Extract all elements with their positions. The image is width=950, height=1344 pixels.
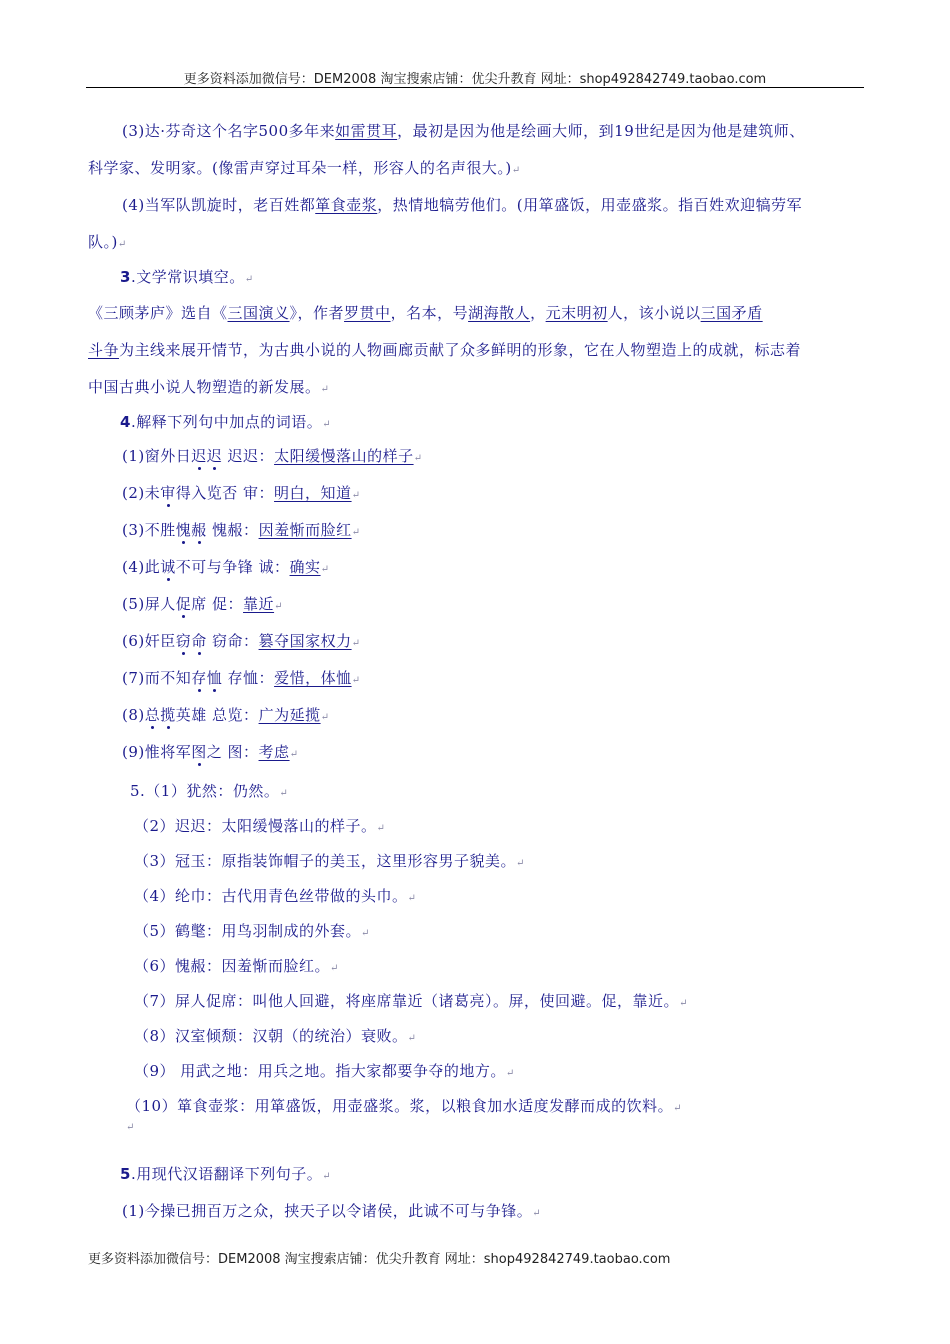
answer-underlined: 考虑: [258, 743, 290, 761]
text-segment: （8）汉室倾颓：汉朝（的统治）衰败。: [134, 1027, 408, 1045]
text-segment: 《三顾茅庐》选自《: [88, 304, 228, 322]
answer-underlined: 斗争: [88, 341, 120, 359]
answer-underlined: 太阳缓慢落山的样子: [274, 447, 414, 465]
answer-underlined: 爱惜，体恤: [274, 669, 352, 687]
translate-item-1: [122, 1200, 541, 1221]
text-segment: （10）箪食壶浆：用箪盛饭，用壶盛浆。浆，以粮食加水适度发酵而成的饮料。: [126, 1097, 674, 1115]
dotted-char: 图: [191, 743, 207, 761]
idiom-line-3-cont: [88, 157, 521, 178]
answer-underlined: 明白，知道: [274, 484, 352, 502]
answer-line: [134, 885, 416, 906]
page-header: 更多资料添加微信号：DEM2008 淘宝搜索店铺：优尖升教育 网址：shop492842749.taobao.com: [183, 72, 767, 87]
answer-line: [130, 780, 288, 801]
question-9: [122, 741, 298, 762]
paragraph-mark: ↵: [320, 564, 330, 575]
answer-underlined: 广为延揽: [258, 706, 321, 724]
text-segment: (4)当军队凯旋时，老百姓都: [122, 196, 316, 214]
text-segment: 队。): [88, 233, 118, 251]
text-segment: (3)不胜: [122, 521, 176, 539]
text-segment: 5.（1）犹然：仍然。: [130, 782, 280, 800]
section-number: 3: [120, 268, 131, 286]
idiom-line-3: [122, 120, 805, 141]
paragraph-mark: ↵: [320, 384, 330, 395]
text-segment: ，名本，号: [390, 304, 469, 322]
paragraph-mark: ↵: [511, 165, 521, 176]
dotted-char: 审: [160, 484, 176, 502]
text-segment: 科学家、发明家。(像雷声穿过耳朵一样，形容人的名声很大。): [88, 159, 512, 177]
text-segment: (4)此: [122, 558, 161, 576]
paragraph-mark: ↵: [505, 1068, 515, 1079]
text-segment: 为主线来展开情节，为古典小说的人物画廊贡献了众多鲜明的形象，它在人物塑造上的成就，标志着: [119, 341, 802, 359]
text-segment: (9)惟将军: [122, 743, 192, 761]
text-segment: (1)今操已拥百万之众，挟天子以令诸侯，此诚不可与争锋。: [122, 1202, 533, 1220]
paragraph-mark: ↵: [289, 749, 299, 760]
text-segment: (5)屏人: [122, 595, 176, 613]
paragraph-mark: ↵: [330, 963, 339, 974]
text-segment: 中国古典小说人物塑造的新发展。: [88, 378, 321, 396]
dotted-char: 迟: [191, 447, 207, 465]
paragraph-mark: ↵: [361, 928, 370, 939]
text-segment: （4）纶巾：古代用青色丝带做的头巾。: [134, 887, 408, 905]
text-segment: ，热情地犒劳他们。(用箪盛饭，用壶盛浆。指百姓欢迎犒劳军: [377, 196, 803, 214]
text-segment: 英雄 总览：: [175, 706, 259, 724]
dotted-char: 存: [191, 669, 207, 687]
literature-line-3: [88, 376, 329, 397]
section-4-heading: [120, 411, 331, 432]
paragraph-mark: ↵: [516, 858, 525, 869]
section-title: .解释下列句中加点的词语。: [130, 413, 323, 431]
text-segment: 窃命：: [206, 632, 259, 650]
answer-line: [134, 920, 370, 941]
paragraph-mark: ↵: [279, 788, 289, 799]
question-2: [122, 482, 360, 503]
dotted-char: 总: [144, 706, 161, 724]
section-3-heading: [120, 266, 254, 287]
question-1: [122, 445, 422, 466]
answer-underlined: 箪食壶浆: [315, 196, 378, 214]
text-segment: (2)未: [122, 484, 161, 502]
answer-underlined: 如雷贯耳: [335, 122, 398, 140]
paragraph-mark: ↵: [351, 490, 361, 501]
text-segment: (6)奸臣: [122, 632, 176, 650]
section-number: 4: [120, 413, 131, 431]
answer-underlined: 元末明初: [545, 304, 608, 322]
paragraph-mark: ↵: [117, 239, 127, 250]
section-title: .用现代汉语翻译下列句子。: [130, 1165, 323, 1183]
paragraph-mark: ↵: [376, 823, 386, 834]
question-3: [122, 519, 360, 540]
idiom-line-4: [122, 194, 802, 215]
literature-line-2: [88, 339, 801, 360]
text-segment: 愧赧：: [206, 521, 259, 539]
text-segment: (8): [122, 706, 145, 724]
question-6: [122, 630, 360, 651]
dotted-char: 命: [191, 632, 207, 650]
paragraph-mark: ↵: [126, 1122, 135, 1133]
answer-underlined: 湖海散人: [468, 304, 531, 322]
answer-underlined: 靠近: [243, 595, 275, 613]
answer-line: [134, 990, 688, 1011]
dotted-char: 诚: [160, 558, 176, 576]
paragraph-mark: ↵: [532, 1208, 542, 1219]
dotted-char: 愧: [175, 521, 192, 539]
answer-underlined: 确实: [289, 558, 321, 576]
text-segment: 迟迟：: [222, 447, 275, 465]
answer-line: [134, 815, 385, 836]
text-segment: （2）迟迟：太阳缓慢落山的样子。: [134, 817, 377, 835]
text-segment: （5）鹤氅：用鸟羽制成的外套。: [134, 922, 362, 940]
question-8: [122, 704, 329, 725]
paragraph-mark: ↵: [322, 1171, 332, 1182]
answer-line: [134, 1060, 515, 1081]
paragraph-mark: ↵: [413, 453, 423, 464]
text-segment: （6）愧赧：因羞惭而脸红。: [134, 957, 331, 975]
paragraph-mark: ↵: [679, 998, 688, 1009]
answer-underlined: 三国演义: [227, 304, 290, 322]
text-segment: （9） 用武之地：用兵之地。指大家都要争夺的地方。: [134, 1062, 506, 1080]
text-segment: （3）冠玉：原指装饰帽子的美玉，这里形容男子貌美。: [134, 852, 517, 870]
answer-line: [126, 1095, 682, 1116]
paragraph-mark: ↵: [244, 274, 254, 285]
dotted-char: 赧: [191, 521, 207, 539]
dotted-char: 恤: [206, 669, 223, 687]
empty-paragraph: [126, 1116, 135, 1134]
section-title: .文学常识填空。: [130, 268, 245, 286]
answer-underlined: 篡夺国家权力: [258, 632, 352, 650]
text-segment: (1)窗外日: [122, 447, 192, 465]
answer-line: [134, 1025, 416, 1046]
answer-underlined: 因羞惭而脸红: [258, 521, 352, 539]
text-segment: 》，作者: [289, 304, 345, 322]
question-7: [122, 667, 360, 688]
paragraph-mark: ↵: [673, 1103, 682, 1114]
answer-underlined: 罗贯中: [344, 304, 391, 322]
dotted-char: 窃: [175, 632, 192, 650]
dotted-char: 揽: [160, 706, 176, 724]
question-5: [122, 593, 283, 614]
idiom-line-4-cont: [88, 231, 127, 252]
text-segment: 之 图：: [206, 743, 259, 761]
paragraph-mark: ↵: [274, 601, 283, 612]
paragraph-mark: ↵: [351, 675, 361, 686]
dotted-char: 促: [175, 595, 192, 613]
text-segment: 得入览否 审：: [175, 484, 275, 502]
answer-line: [134, 850, 525, 871]
text-segment: （7）屏人促席：叫他人回避，将座席靠近（诸葛亮）。屏，使回避。促，靠近。: [134, 992, 680, 1010]
paragraph-mark: ↵: [407, 1033, 417, 1044]
answer-line: [134, 955, 339, 976]
text-segment: (3)达·芬奇这个名字500多年来: [122, 122, 336, 140]
section-5-heading: [120, 1163, 331, 1184]
paragraph-mark: ↵: [320, 712, 330, 723]
question-4: [122, 556, 329, 577]
header-rule: [86, 87, 864, 88]
text-segment: (7)而不知: [122, 669, 192, 687]
text-segment: 不可与争锋 诚：: [175, 558, 290, 576]
paragraph-mark: ↵: [322, 419, 332, 430]
text-segment: 人，该小说以: [607, 304, 701, 322]
text-segment: ，最初是因为他是绘画大师，到19世纪是因为他是建筑师、: [397, 122, 805, 140]
page-footer: 更多资料添加微信号：DEM2008 淘宝搜索店铺：优尖升教育 网址：shop492842749.taobao.com: [88, 1252, 671, 1267]
text-segment: ，: [530, 304, 546, 322]
dotted-char: 迟: [206, 447, 223, 465]
text-segment: 存恤：: [222, 669, 275, 687]
section-number: 5: [120, 1165, 131, 1183]
literature-line-1: [88, 302, 763, 323]
text-segment: 席 促：: [191, 595, 244, 613]
paragraph-mark: ↵: [351, 638, 361, 649]
paragraph-mark: ↵: [407, 893, 417, 904]
paragraph-mark: ↵: [351, 527, 361, 538]
answer-underlined: 三国矛盾: [700, 304, 763, 322]
